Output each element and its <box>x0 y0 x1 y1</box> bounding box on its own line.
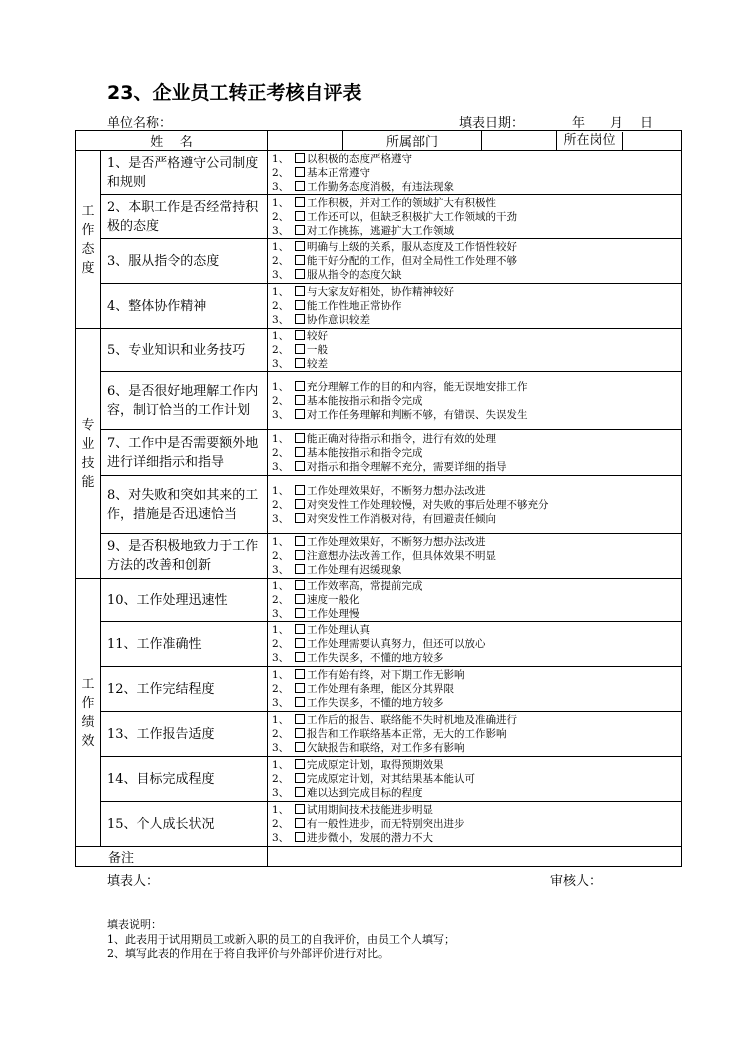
option-number: 1、 <box>272 536 290 548</box>
options-cell <box>268 757 682 802</box>
option-text: 完成原定计划，对其结果基本能认可 <box>307 773 475 785</box>
option-text: 欠缺报告和联络，对工作多有影响 <box>307 742 465 754</box>
option-line[interactable] <box>272 682 681 696</box>
options-cell <box>268 372 682 430</box>
option-line[interactable] <box>272 512 681 526</box>
item-row <box>76 284 682 329</box>
options-cell <box>268 195 682 239</box>
option-number: 3、 <box>272 787 290 799</box>
item-label: 12、工作完结程度 <box>101 667 268 712</box>
option-text: 明确与上级的关系，服从态度及工作悟性较好 <box>307 241 517 253</box>
options-cell <box>268 802 682 847</box>
reviewer-label: 审核人： <box>550 874 603 889</box>
dept-value-cell[interactable] <box>482 131 557 151</box>
checkbox-icon[interactable] <box>295 344 305 354</box>
category-label: 工作态度 <box>81 203 95 276</box>
option-text: 工作失误多，不懂的地方较多 <box>307 697 444 709</box>
option-line[interactable] <box>272 394 681 408</box>
checkbox-icon[interactable] <box>295 433 305 443</box>
option-number: 1、 <box>272 152 290 165</box>
option-number: 3、 <box>272 742 290 754</box>
options-cell <box>268 151 682 195</box>
option-number: 2、 <box>272 683 290 695</box>
option-line[interactable] <box>272 460 681 474</box>
option-text: 工作处理有条理，能区分其界限 <box>307 683 454 695</box>
remarks-field[interactable] <box>268 847 682 867</box>
item-row <box>76 622 682 667</box>
option-line[interactable] <box>272 786 681 800</box>
option-number: 3、 <box>272 697 290 709</box>
option-text: 工作处理效果好，不断努力想办法改进 <box>307 484 486 497</box>
option-text: 工作效率高，常提前完成 <box>307 580 423 592</box>
option-text: 报告和工作联络基本正常，无大的工作影响 <box>307 728 507 740</box>
option-text: 工作处理效果好，不断努力想办法改进 <box>307 536 486 548</box>
checkbox-icon[interactable] <box>295 832 305 842</box>
checkbox-icon[interactable] <box>295 358 305 368</box>
unit-name-label: 单位名称： <box>107 116 173 131</box>
name-label: 姓 名 <box>150 135 193 150</box>
options-cell <box>268 622 682 667</box>
option-number: 3、 <box>272 180 290 193</box>
option-line[interactable] <box>272 607 681 621</box>
filler-label: 填表人： <box>107 874 160 889</box>
item-label: 9、是否积极地致力于工作方法的改善和创新 <box>101 534 268 579</box>
option-text: 能干好分配的工作，但对全局性工作处理不够 <box>307 255 517 267</box>
option-line[interactable] <box>272 180 681 194</box>
option-line[interactable] <box>272 713 681 727</box>
option-number: 3、 <box>272 269 290 281</box>
dept-label: 所属部门 <box>385 135 438 150</box>
option-line[interactable] <box>272 772 681 786</box>
option-number: 1、 <box>272 241 290 253</box>
item-label: 3、服从指令的态度 <box>101 239 268 284</box>
item-label: 11、工作准确性 <box>101 622 268 667</box>
option-line[interactable] <box>272 549 681 563</box>
item-row <box>76 430 682 476</box>
option-text: 对工作挑拣，逃避扩大工作领域 <box>307 224 454 237</box>
option-line[interactable] <box>272 651 681 665</box>
option-number: 2、 <box>272 166 290 179</box>
category-cell <box>76 579 101 847</box>
checkbox-icon[interactable] <box>295 153 305 163</box>
instruction-line-2: 2、填写此表的作用在于将自我评价与外部评价进行对比。 <box>107 947 389 960</box>
checkbox-icon[interactable] <box>295 461 305 471</box>
option-line[interactable] <box>272 831 681 845</box>
option-number: 1、 <box>272 804 290 816</box>
option-text: 工作有始有终，对下期工作无影响 <box>307 669 465 681</box>
option-number: 2、 <box>272 446 290 459</box>
option-line[interactable] <box>272 758 681 772</box>
item-row <box>76 239 682 284</box>
option-number: 1、 <box>272 759 290 771</box>
checkbox-icon[interactable] <box>295 499 305 509</box>
instructions-heading: 填表说明： <box>107 918 162 931</box>
option-line[interactable] <box>272 313 681 327</box>
checkbox-icon[interactable] <box>295 197 305 207</box>
checkbox-icon[interactable] <box>295 608 305 618</box>
option-text: 难以达到完成目标的程度 <box>307 787 423 799</box>
option-number: 2、 <box>272 394 290 407</box>
option-text: 进步微小，发展的潜力不大 <box>307 832 433 844</box>
item-row <box>76 757 682 802</box>
item-row <box>76 667 682 712</box>
option-number: 3、 <box>272 460 290 473</box>
option-text: 工作勤务态度消极，有违法现象 <box>307 180 454 193</box>
checkbox-icon[interactable] <box>295 447 305 457</box>
checkbox-icon[interactable] <box>295 241 305 251</box>
remarks-row <box>76 847 682 867</box>
option-number: 3、 <box>272 832 290 844</box>
checkbox-icon[interactable] <box>295 225 305 235</box>
options-cell <box>268 430 682 476</box>
item-row <box>76 476 682 534</box>
checkbox-icon[interactable] <box>295 395 305 405</box>
option-number: 2、 <box>272 638 290 650</box>
option-text: 基本能按指示和指令完成 <box>307 394 423 407</box>
item-row <box>76 372 682 430</box>
option-line[interactable] <box>272 240 681 254</box>
item-label: 1、是否严格遵守公司制度和规则 <box>101 151 268 195</box>
checkbox-icon[interactable] <box>295 409 305 419</box>
option-text: 充分理解工作的目的和内容，能无误地安排工作 <box>307 380 528 393</box>
option-text: 工作积极，并对工作的领域扩大有积极性 <box>307 196 496 209</box>
header-row <box>76 131 682 151</box>
checkbox-icon[interactable] <box>295 286 305 296</box>
checkbox-icon[interactable] <box>295 804 305 814</box>
option-line[interactable] <box>272 329 681 343</box>
option-line[interactable] <box>272 432 681 446</box>
remarks-label-cell <box>76 847 268 867</box>
option-number: 1、 <box>272 380 290 393</box>
form-title: 23、企业员工转正考核自评表 <box>107 82 362 104</box>
item-row <box>76 802 682 847</box>
option-line[interactable] <box>272 380 681 394</box>
option-text: 工作失误多，不懂的地方较多 <box>307 652 444 664</box>
option-number: 1、 <box>272 714 290 726</box>
option-line[interactable] <box>272 637 681 651</box>
evaluation-table <box>75 130 682 867</box>
checkbox-icon[interactable] <box>295 269 305 279</box>
checkbox-icon[interactable] <box>295 728 305 738</box>
option-line[interactable] <box>272 285 681 299</box>
checkbox-icon[interactable] <box>295 594 305 604</box>
item-label: 10、工作处理迅速性 <box>101 579 268 622</box>
option-number: 2、 <box>272 344 290 356</box>
option-text: 工作后的报告、联络能不失时机地及准确进行 <box>307 714 517 726</box>
checkbox-icon[interactable] <box>295 550 305 560</box>
checkbox-icon[interactable] <box>295 381 305 391</box>
option-number: 3、 <box>272 608 290 620</box>
checkbox-icon[interactable] <box>295 167 305 177</box>
checkbox-icon[interactable] <box>295 580 305 590</box>
option-text: 基本正常遵守 <box>307 166 370 179</box>
option-number: 1、 <box>272 669 290 681</box>
option-line[interactable] <box>272 268 681 282</box>
instructions <box>107 918 455 962</box>
category-cell <box>76 329 101 579</box>
option-line[interactable] <box>272 224 681 238</box>
option-text: 较差 <box>307 358 328 370</box>
option-text: 服从指令的态度欠缺 <box>307 269 402 281</box>
option-number: 1、 <box>272 330 290 342</box>
option-line[interactable] <box>272 299 681 313</box>
item-row <box>76 579 682 622</box>
option-number: 1、 <box>272 484 290 497</box>
options-cell <box>268 667 682 712</box>
option-text: 工作处理认真 <box>307 624 370 636</box>
item-row <box>76 151 682 195</box>
option-number: 3、 <box>272 512 290 525</box>
checkbox-icon[interactable] <box>295 181 305 191</box>
options-cell <box>268 284 682 329</box>
option-line[interactable] <box>272 196 681 210</box>
option-line[interactable] <box>272 696 681 710</box>
checkbox-icon[interactable] <box>295 773 305 783</box>
remarks-label: 备注 <box>108 851 135 866</box>
option-line[interactable] <box>272 498 681 512</box>
checkbox-icon[interactable] <box>295 624 305 634</box>
checkbox-icon[interactable] <box>295 255 305 265</box>
option-number: 2、 <box>272 594 290 606</box>
date-month: 月 <box>610 116 624 131</box>
item-row <box>76 712 682 757</box>
position-cell[interactable] <box>557 131 682 151</box>
option-line[interactable] <box>272 446 681 460</box>
option-text: 对指示和指令理解不充分，需要详细的指导 <box>307 460 507 473</box>
fill-date-label: 填表日期： <box>459 116 525 131</box>
option-text: 对工作任务理解和判断不够，有错误、失误发生 <box>307 408 528 421</box>
option-number: 3、 <box>272 652 290 664</box>
option-text: 速度一般化 <box>307 594 360 606</box>
option-text: 以积极的态度严格遵守 <box>307 152 412 165</box>
options-cell <box>268 476 682 534</box>
item-label: 14、目标完成程度 <box>101 757 268 802</box>
option-line[interactable] <box>272 408 681 422</box>
options-cell <box>268 534 682 579</box>
item-row <box>76 195 682 239</box>
checkbox-icon[interactable] <box>295 683 305 693</box>
checkbox-icon[interactable] <box>295 211 305 221</box>
item-label: 2、本职工作是否经常持积极的态度 <box>101 195 268 239</box>
option-number: 2、 <box>272 773 290 785</box>
options-cell <box>268 329 682 372</box>
option-text: 与大家友好相处，协作精神较好 <box>307 286 454 298</box>
checkbox-icon[interactable] <box>295 652 305 662</box>
option-line[interactable] <box>272 535 681 549</box>
checkbox-icon[interactable] <box>295 759 305 769</box>
checkbox-icon[interactable] <box>295 564 305 574</box>
item-label: 6、是否很好地理解工作内容，制订恰当的工作计划 <box>101 372 268 430</box>
option-number: 2、 <box>272 728 290 740</box>
option-line[interactable] <box>272 484 681 498</box>
option-number: 3、 <box>272 224 290 237</box>
option-text: 一般 <box>307 344 328 356</box>
item-label: 15、个人成长状况 <box>101 802 268 847</box>
checkbox-icon[interactable] <box>295 787 305 797</box>
options-cell <box>268 712 682 757</box>
item-label: 13、工作报告适度 <box>101 712 268 757</box>
name-value-cell[interactable] <box>268 131 343 151</box>
option-number: 3、 <box>272 314 290 326</box>
option-number: 2、 <box>272 255 290 267</box>
option-line[interactable] <box>272 357 681 371</box>
option-line[interactable] <box>272 741 681 755</box>
option-line[interactable] <box>272 343 681 357</box>
checkbox-icon[interactable] <box>295 536 305 546</box>
option-text: 工作处理需要认真努力，但还可以放心 <box>307 638 486 650</box>
checkbox-icon[interactable] <box>295 742 305 752</box>
item-label: 4、整体协作精神 <box>101 284 268 329</box>
option-text: 对突发性工作处理较慢，对失败的事后处理不够充分 <box>307 498 549 511</box>
option-number: 2、 <box>272 210 290 223</box>
category-cell <box>76 151 101 329</box>
option-text: 工作还可以，但缺乏积极扩大工作领域的干劲 <box>307 210 517 223</box>
option-number: 1、 <box>272 580 290 592</box>
option-text: 能正确对待指示和指令，进行有效的处理 <box>307 432 496 445</box>
checkbox-icon[interactable] <box>295 638 305 648</box>
option-line[interactable] <box>272 166 681 180</box>
name-label-cell <box>76 131 268 151</box>
option-line[interactable] <box>272 210 681 224</box>
option-number: 3、 <box>272 408 290 421</box>
option-text: 完成原定计划，取得预期效果 <box>307 759 444 771</box>
option-number: 2、 <box>272 498 290 511</box>
date-day: 日 <box>640 116 654 131</box>
option-line[interactable] <box>272 254 681 268</box>
option-text: 注意想办法改善工作，但具体效果不明显 <box>307 550 496 562</box>
item-label: 8、对失败和突如其来的工作，措施是否迅速恰当 <box>101 476 268 534</box>
dept-label-cell <box>343 131 482 151</box>
option-line[interactable] <box>272 152 681 166</box>
options-cell <box>268 239 682 284</box>
option-text: 较好 <box>307 330 328 342</box>
position-label: 所在岗位 <box>557 132 623 150</box>
option-line[interactable] <box>272 727 681 741</box>
checkbox-icon[interactable] <box>295 330 305 340</box>
checkbox-icon[interactable] <box>295 513 305 523</box>
item-label: 5、专业知识和业务技巧 <box>101 329 268 372</box>
option-number: 1、 <box>272 432 290 445</box>
option-text: 协作意识较差 <box>307 314 370 326</box>
item-label: 7、工作中是否需要额外地进行详细指示和指导 <box>101 430 268 476</box>
checkbox-icon[interactable] <box>295 697 305 707</box>
option-text: 有一般性进步，而无特别突出进步 <box>307 818 465 830</box>
option-number: 2、 <box>272 550 290 562</box>
instruction-line-1: 1、此表用于试用期员工或新入职的员工的自我评价，由员工个人填写； <box>107 932 455 946</box>
option-text: 能工作性地正常协作 <box>307 300 402 312</box>
option-number: 1、 <box>272 286 290 298</box>
option-line[interactable] <box>272 668 681 682</box>
checkbox-icon[interactable] <box>295 818 305 828</box>
option-text: 对突发性工作消极对待，有回避责任倾向 <box>307 512 496 525</box>
options-cell <box>268 579 682 622</box>
option-text: 工作处理有迟缓现象 <box>307 564 402 576</box>
checkbox-icon[interactable] <box>295 669 305 679</box>
option-text: 试用期间技术技能进步明显 <box>307 804 433 816</box>
option-number: 1、 <box>272 196 290 209</box>
option-line[interactable] <box>272 579 681 593</box>
item-row <box>76 329 682 372</box>
checkbox-icon[interactable] <box>295 314 305 324</box>
option-line[interactable] <box>272 563 681 577</box>
option-text: 工作处理慢 <box>307 608 360 620</box>
option-line[interactable] <box>272 803 681 817</box>
category-label: 工作绩效 <box>81 676 95 749</box>
checkbox-icon[interactable] <box>295 300 305 310</box>
option-line[interactable] <box>272 817 681 831</box>
option-number: 3、 <box>272 358 290 370</box>
option-text: 基本能按指示和指令完成 <box>307 446 423 459</box>
date-year: 年 <box>572 116 586 131</box>
option-number: 2、 <box>272 818 290 830</box>
checkbox-icon[interactable] <box>295 714 305 724</box>
option-number: 2、 <box>272 300 290 312</box>
option-line[interactable] <box>272 623 681 637</box>
category-label: 专业技能 <box>81 417 95 490</box>
option-number: 1、 <box>272 624 290 636</box>
item-row <box>76 534 682 579</box>
checkbox-icon[interactable] <box>295 485 305 495</box>
option-line[interactable] <box>272 593 681 607</box>
option-number: 3、 <box>272 564 290 576</box>
